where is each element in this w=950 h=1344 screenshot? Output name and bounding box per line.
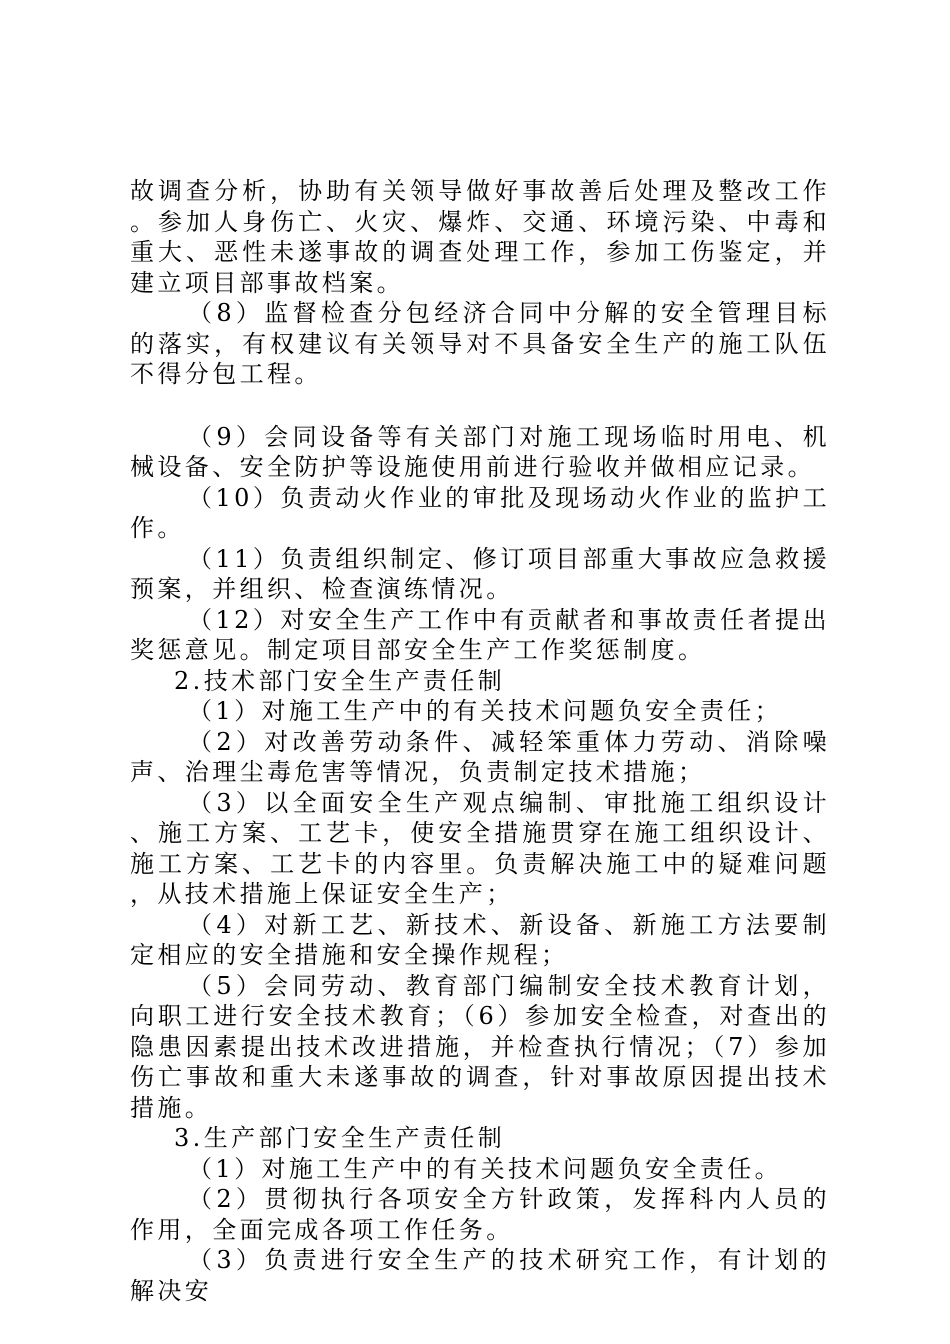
paragraph-tech-item-5-7: （5）会同劳动、教育部门编制安全技术教育计划，向职工进行安全技术教育；（6）参加安全检查，对查出的隐患因素提出技术改进措施，并检查执行情况；（7）参加伤亡事故和重大未遂事故的调查，针对事故原因提出技术措施。 xyxy=(130,971,830,1122)
paragraph-prod-item-2: （2）贯彻执行各项安全方针政策，发挥科内人员的作用，全面完成各项工作任务。 xyxy=(130,1185,830,1244)
section-heading-technical-dept: 2.技术部门安全生产责任制 xyxy=(174,666,506,695)
paragraph-tech-item-2: （2）对改善劳动条件、减轻笨重体力劳动、消除噪声、治理尘毒危害等情况，负责制定技术措施； xyxy=(130,727,830,786)
paragraph-tech-item-4: （4）对新工艺、新技术、新设备、新施工方法要制定相应的安全措施和安全操作规程； xyxy=(130,910,830,969)
paragraph-item-10: （10）负责动火作业的审批及现场动火作业的监护工作。 xyxy=(130,483,830,542)
paragraph-item-12: （12）对安全生产工作中有贡献者和事故责任者提出奖惩意见。制定项目部安全生产工作奖惩制度。 xyxy=(130,605,830,664)
paragraph-tech-item-3: （3）以全面安全生产观点编制、审批施工组织设计、施工方案、工艺卡，使安全措施贯穿在施工组织设计、施工方案、工艺卡的内容里。负责解决施工中的疑难问题，从技术措施上保证安全生产； xyxy=(130,788,830,908)
document-page xyxy=(130,176,830,1306)
paragraph-accident-investigation: 故调查分析，协助有关领导做好事故善后处理及整改工作。参加人身伤亡、火灾、爆炸、交通、环境污染、中毒和重大、恶性未遂事故的调查处理工作，参加工伤鉴定，并建立项目部事故档案。 xyxy=(130,177,830,297)
paragraph-prod-item-1: （1）对施工生产中的有关技术问题负安全责任。 xyxy=(188,1154,783,1183)
paragraph-item-9: （9）会同设备等有关部门对施工现场临时用电、机械设备、安全防护等设施使用前进行验收并做相应记录。 xyxy=(130,422,830,481)
paragraph-item-8: （8）监督检查分包经济合同中分解的安全管理目标的落实，有权建议有关领导对不具备安全生产的施工队伍不得分包工程。 xyxy=(130,299,830,388)
paragraph-item-11: （11）负责组织制定、修订项目部重大事故应急救援预案，并组织、检查演练情况。 xyxy=(130,544,830,603)
paragraph-tech-item-1: （1）对施工生产中的有关技术问题负安全责任； xyxy=(188,697,783,725)
section-heading-production-dept: 3.生产部门安全生产责任制 xyxy=(174,1124,506,1152)
paragraph-prod-item-3: （3）负责进行安全生产的技术研究工作，有计划的解决安 xyxy=(130,1246,830,1305)
paragraph-spacer xyxy=(130,390,830,422)
